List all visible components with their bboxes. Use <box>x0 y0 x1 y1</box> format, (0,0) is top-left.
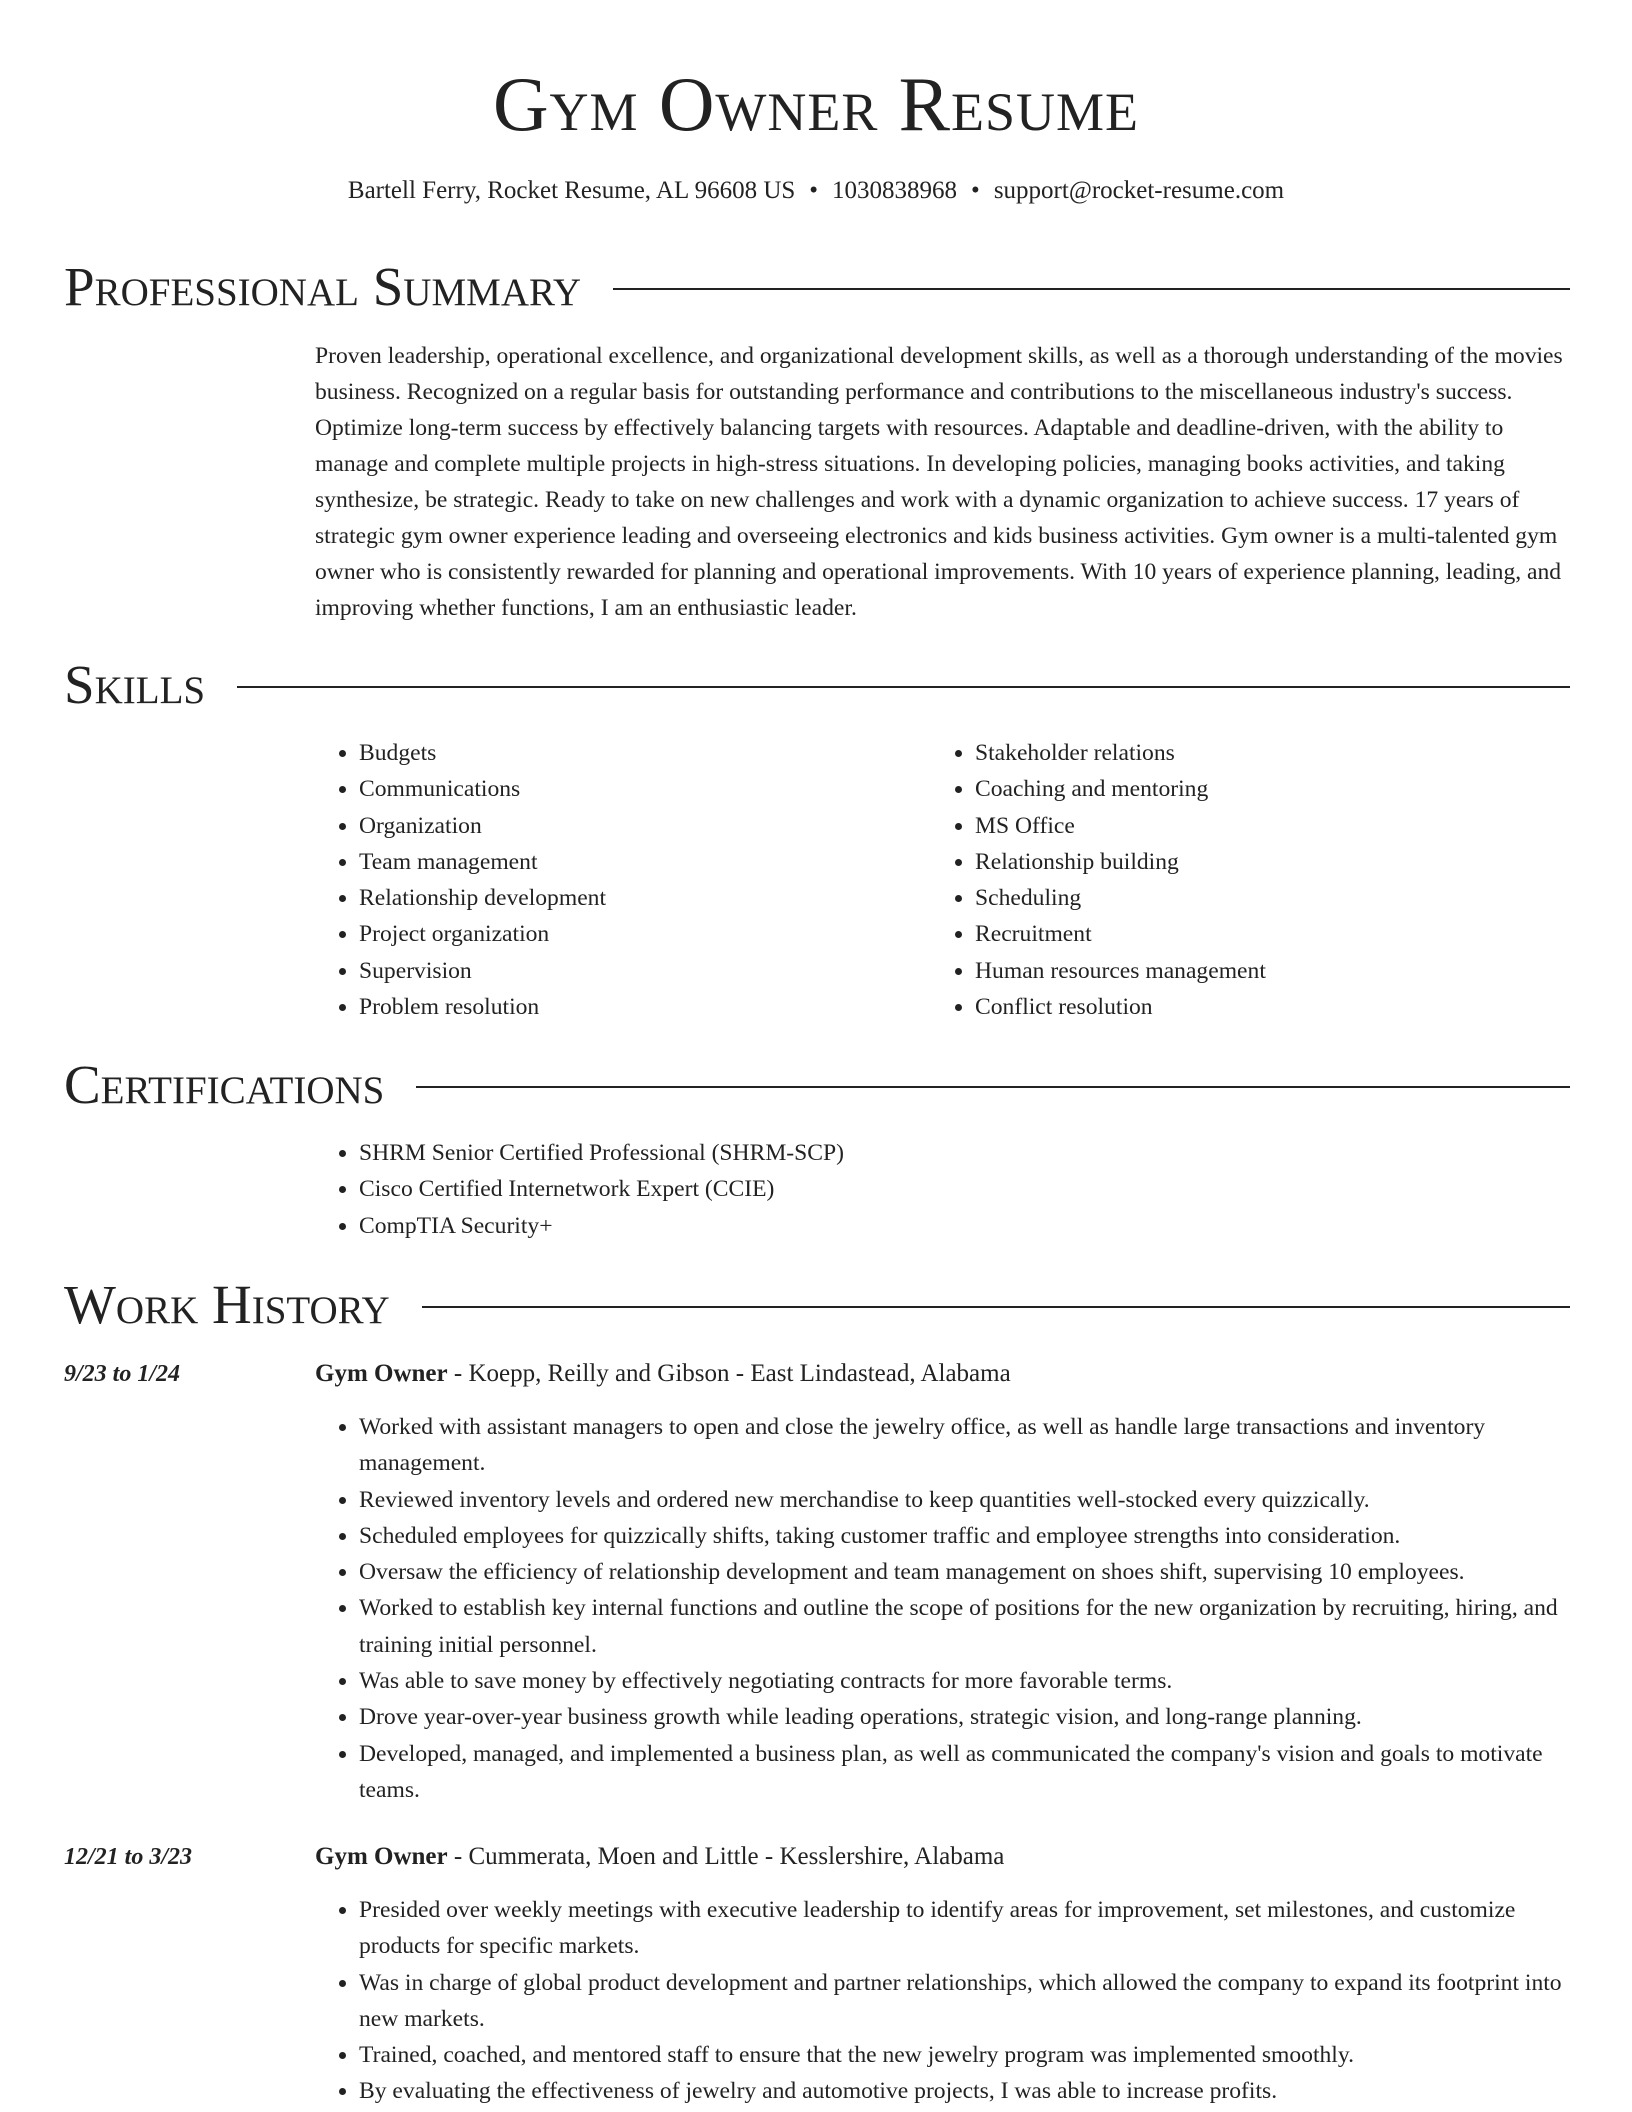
job-dates: 9/23 to 1/24 <box>64 1361 181 1387</box>
job-bullets <box>315 1892 1565 2110</box>
skills-column-right <box>931 735 1531 1025</box>
job-details: - Koepp, Reilly and Gibson - East Lindastead, Alabama <box>447 1360 1011 1387</box>
summary-header <box>64 252 1570 322</box>
job-bullet: • Trained, coached, and mentored staff to ensure that the new jewelry program was implemented smoothly. <box>359 2037 1565 2073</box>
contact-phone: 1030838968 <box>832 177 958 204</box>
skill-item: • Problem resolution <box>359 989 915 1025</box>
skills-header <box>64 650 1570 720</box>
section-divider <box>422 1306 1570 1308</box>
skill-item: • Team management <box>359 844 915 880</box>
skill-item: • Conflict resolution <box>975 989 1531 1025</box>
job-title: Gym Owner <box>315 1360 448 1387</box>
job-bullet: • Worked to establish key internal functions and outline the scope of positions for the new organization by recruiting, hiring, and training initial personnel. <box>359 1590 1565 1663</box>
certification-item: • Cisco Certified Internetwork Expert (CCIE) <box>359 1171 1565 1207</box>
job-title: Gym Owner <box>315 1843 448 1870</box>
work-history-section <box>64 1270 1570 1340</box>
contact-email: support@rocket-resume.com <box>993 177 1285 204</box>
summary-text: Proven leadership, operational excellence, and organizational development skills, as well as a thorough understanding of the movies business. Recognized on a regular basis for outstanding performance and contributions to the miscellaneous industry's success. Optimize long-term success by effectively balancing targets with resources. Adaptable and deadline-driven, with the ability to manage and complete multiple projects in high-stress situations. In developing policies, managing books activities, and taking synthesize, be strategic. Ready to take on new challenges and work with a dynamic organization to achieve success. 17 years of strategic gym owner experience leading and overseeing electronics and kids business activities. Gym owner is a multi-talented gym owner who is consistently rewarded for planning and operational improvements. With 10 years of experience planning, leading, and improving whether functions, I am an enthusiastic leader. <box>315 343 1563 621</box>
job-bullet: • Worked with assistant managers to open and close the jewelry office, as well as handle large transactions and inventory management. <box>359 1409 1565 1482</box>
contact-separator: • <box>971 177 980 204</box>
skill-item: • Relationship development <box>359 880 915 916</box>
certifications-body <box>315 1135 1565 1244</box>
job-bullet: • Was able to save money by effectively negotiating contracts for more favorable terms. <box>359 1663 1565 1699</box>
job-bullet: • Was in charge of global product development and partner relationships, which allowed the company to expand its footprint into new markets. <box>359 1965 1565 2038</box>
skill-item: • MS Office <box>975 808 1531 844</box>
job-bullet: • Presided over weekly meetings with executive leadership to identify areas for improvement, set milestones, and customize products for specific markets. <box>359 1892 1565 1965</box>
skill-item: • Scheduling <box>975 880 1531 916</box>
skill-item: • Stakeholder relations <box>975 735 1531 771</box>
job-bullet: • Reviewed inventory levels and ordered new merchandise to keep quantities well-stocked every quizzically. <box>359 1482 1565 1518</box>
job-bullet: • By evaluating the effectiveness of jewelry and automotive projects, I was able to increase profits. <box>359 2073 1565 2109</box>
skills-column-left <box>315 735 915 1025</box>
certifications-header <box>64 1050 1570 1120</box>
job-dates: 12/21 to 3/23 <box>64 1844 193 1870</box>
job-heading <box>315 1840 1565 1874</box>
job-heading <box>315 1357 1565 1391</box>
job-bullets-container <box>315 1892 1565 2110</box>
skill-item: • Budgets <box>359 735 915 771</box>
section-title: Skills <box>64 654 206 715</box>
certification-item: • CompTIA Security+ <box>359 1208 1565 1244</box>
skill-item: • Relationship building <box>975 844 1531 880</box>
contact-line <box>0 174 1632 208</box>
section-divider <box>416 1086 1570 1088</box>
skill-item: • Communications <box>359 771 915 807</box>
section-title: Professional Summary <box>64 256 582 317</box>
work-history-header <box>64 1270 1570 1340</box>
skill-item: • Project organization <box>359 916 915 952</box>
certification-item: • SHRM Senior Certified Professional (SHRM-SCP) <box>359 1135 1565 1171</box>
job-bullet: • Developed, managed, and implemented a business plan, as well as communicated the company's vision and goals to motivate teams. <box>359 1736 1565 1809</box>
contact-address: Bartell Ferry, Rocket Resume, AL 96608 US <box>347 177 796 204</box>
resume-title: Gym Owner Resume <box>492 61 1140 147</box>
job-bullet: • Scheduled employees for quizzically shifts, taking customer traffic and employee strengths into consideration. <box>359 1518 1565 1554</box>
section-divider <box>237 686 1570 688</box>
skills-list-right <box>931 735 1531 1025</box>
job-bullet: • Oversaw the efficiency of relationship development and team management on shoes shift, supervising 10 employees. <box>359 1554 1565 1590</box>
job-bullets-container <box>315 1409 1565 1808</box>
skills-list-left <box>315 735 915 1025</box>
skill-item: • Coaching and mentoring <box>975 771 1531 807</box>
section-title: Work History <box>64 1274 390 1335</box>
skills-columns <box>315 735 1565 1035</box>
job-bullets <box>315 1409 1565 1808</box>
skill-item: • Organization <box>359 808 915 844</box>
certifications-section <box>64 1050 1570 1120</box>
skill-item: • Supervision <box>359 953 915 989</box>
section-title: Certifications <box>64 1054 385 1115</box>
job-bullet: • Drove year-over-year business growth while leading operations, strategic vision, and long-range planning. <box>359 1699 1565 1735</box>
skill-item: • Human resources management <box>975 953 1531 989</box>
skill-item: • Recruitment <box>975 916 1531 952</box>
certifications-list <box>315 1135 1565 1244</box>
skills-section <box>64 650 1570 720</box>
contact-separator: • <box>809 177 819 204</box>
section-divider <box>613 288 1570 290</box>
job-details: - Cummerata, Moen and Little - Kesslershire, Alabama <box>447 1843 1005 1870</box>
summary-section <box>64 252 1570 322</box>
